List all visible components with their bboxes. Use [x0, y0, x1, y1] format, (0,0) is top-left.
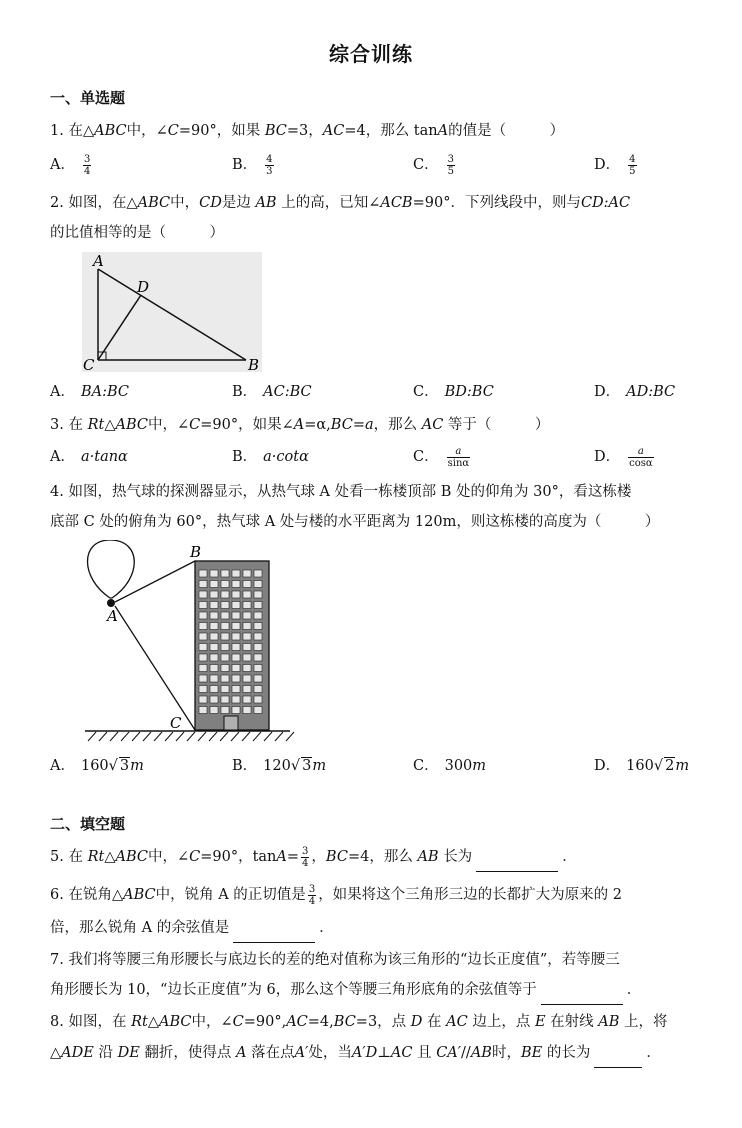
building-window [210, 707, 218, 714]
label-a: A [93, 252, 104, 270]
option-d[interactable]: D． $\frac{a}{\cos\alpha}$ [594, 445, 653, 469]
option-a[interactable]: A． BA:BC [50, 384, 130, 400]
question-3: 3. 在 Rt△ABC中，∠C=90°，如果∠A=α,BC=a，那么 AC 等于（ ） [50, 417, 550, 433]
building-window [254, 612, 262, 619]
option-d[interactable]: D． 160√ 2m [594, 758, 690, 774]
section-heading-single-choice: 一、单选题 [50, 89, 126, 107]
building-window [232, 707, 240, 714]
question-4-line-2: 底部 C 处的俯角为 60°，热气球 A 处与楼的水平距离为 120m，则这栋楼的高度为（ ） [50, 514, 660, 530]
building-window [232, 581, 240, 588]
question-1-options [50, 150, 690, 180]
building-door [224, 716, 238, 730]
building-window [232, 686, 240, 693]
answer-blank[interactable] [476, 853, 558, 872]
line-of-sight-ac [115, 606, 195, 730]
hatch-line [99, 732, 107, 741]
building-window [199, 675, 207, 682]
question-7: 7. 我们将等腰三角形腰长与底边长的差的绝对值称为该三角形的“边长正度值”，若等腰三 [50, 952, 620, 968]
building-window [199, 602, 207, 609]
label-b: B [248, 356, 260, 372]
triangle-figure [82, 252, 262, 372]
building-window [221, 570, 229, 577]
hatch-line [165, 732, 173, 741]
building-window [232, 696, 240, 703]
hatch-line [198, 732, 206, 741]
question-2-line-2: 的比值相等的是（ ） [50, 225, 224, 241]
building-window [199, 591, 207, 598]
question-6: 6. 在锐角△ABC中，锐角 A 的正切值是 $\frac{3}{4}$ ，如果将这个三角形三边的长都扩大为原来的 2 [50, 883, 623, 907]
building-window [210, 581, 218, 588]
building-window [210, 633, 218, 640]
building-window [254, 707, 262, 714]
building-window [232, 675, 240, 682]
building-window [221, 633, 229, 640]
question-5: 5. 在 Rt△ABC中，∠C=90°，tanA= $\frac{3}{4}$ ，BC=4，那么 AB 长为 ． [50, 842, 680, 872]
building-window [243, 675, 251, 682]
building-window [243, 696, 251, 703]
option-b[interactable]: B． a·cotα [232, 449, 309, 465]
building-window [243, 591, 251, 598]
building-window [210, 570, 218, 577]
building-window [210, 602, 218, 609]
building-window [199, 612, 207, 619]
question-2-options [50, 377, 690, 407]
question-3-options [50, 442, 690, 472]
hatch-line [231, 732, 239, 741]
ground-hatching [88, 732, 294, 741]
building-window [210, 665, 218, 672]
building-window [199, 623, 207, 630]
hatch-line [220, 732, 228, 741]
option-b[interactable]: B． AC:BC [232, 384, 312, 400]
building-window [199, 696, 207, 703]
building-window [221, 696, 229, 703]
hatch-line [154, 732, 162, 741]
building-window [243, 623, 251, 630]
hatch-line [275, 732, 283, 741]
building-window [221, 623, 229, 630]
building-window [210, 696, 218, 703]
building-window [199, 707, 207, 714]
building-window [199, 654, 207, 661]
question-7-line-2: 角形腰长为 10，“边长正度值”为 6，那么这个等腰三角形底角的余弦值等于 ． [50, 975, 680, 1005]
building-window [221, 686, 229, 693]
hatch-line [286, 732, 294, 741]
label-a: A [107, 607, 118, 625]
option-a[interactable]: A． 160√ 3m [50, 758, 144, 774]
building-window [221, 654, 229, 661]
building-window [254, 633, 262, 640]
building-window [221, 644, 229, 651]
option-c[interactable]: C． $\frac{a}{\sin\alpha}$ [413, 445, 470, 469]
answer-blank[interactable] [233, 924, 315, 943]
option-a[interactable]: A． $\frac{3}{4}$ [50, 153, 91, 177]
building-window [210, 612, 218, 619]
question-8-line-2: △ADE 沿 DE 翻折，使得点 A 落在点A′处，当A′D⊥AC 且 CA′//AB时，BE 的长为 ． [50, 1038, 680, 1068]
option-c[interactable]: C． 300m [413, 758, 487, 774]
hatch-line [110, 732, 118, 741]
option-d[interactable]: D． AD:BC [594, 384, 676, 400]
building-window [243, 581, 251, 588]
answer-blank[interactable] [541, 986, 623, 1005]
building-window [199, 644, 207, 651]
building-window [254, 665, 262, 672]
label-c: C [170, 714, 182, 732]
question-6-line-2: 倍，那么锐角 A 的余弦值是 ． [50, 913, 680, 943]
question-2: 2. 如图，在△ABC中，CD是边 AB 上的高，已知∠ACB=90°．下列线段中，则与CD:AC [50, 195, 631, 211]
label-c: C [83, 356, 95, 372]
building-window [221, 581, 229, 588]
building-window [243, 654, 251, 661]
building-window [210, 623, 218, 630]
building-window [199, 686, 207, 693]
question-4: 4. 如图，热气球的探测器显示，从热气球 A 处看一栋楼顶部 B 处的仰角为 30°，看这栋楼 [50, 484, 632, 500]
building-window [199, 570, 207, 577]
hatch-line [253, 732, 261, 741]
option-b[interactable]: B． 120√ 3m [232, 758, 327, 774]
building-window [210, 591, 218, 598]
building-window [232, 612, 240, 619]
building-window [199, 665, 207, 672]
building-window [243, 707, 251, 714]
hatch-line [132, 732, 140, 741]
hatch-line [209, 732, 217, 741]
balloon-basket [107, 599, 115, 607]
option-c[interactable]: C． $\frac{3}{5}$ [413, 153, 454, 177]
hatch-line [143, 732, 151, 741]
building-window [254, 581, 262, 588]
answer-blank[interactable] [594, 1049, 642, 1068]
building-window [232, 623, 240, 630]
balloon-envelope [88, 540, 135, 598]
building-window [243, 612, 251, 619]
building-window [254, 686, 262, 693]
building-window [232, 602, 240, 609]
label-d: D [137, 278, 150, 296]
building-window [254, 570, 262, 577]
building-window [254, 623, 262, 630]
building-window [243, 570, 251, 577]
hatch-line [88, 732, 96, 741]
building-window [210, 654, 218, 661]
option-b[interactable]: B． $\frac{4}{3}$ [232, 153, 273, 177]
building-window [210, 686, 218, 693]
hatch-line [121, 732, 129, 741]
hatch-line [187, 732, 195, 741]
building-window [243, 665, 251, 672]
building-window [221, 707, 229, 714]
option-c[interactable]: C． BD:BC [413, 384, 494, 400]
building-window [221, 665, 229, 672]
building-window [221, 612, 229, 619]
building-window [232, 591, 240, 598]
building-window [243, 686, 251, 693]
building-window [210, 675, 218, 682]
question-8: 8. 如图，在 Rt△ABC中，∠C=90°,AC=4,BC=3，点 D 在 AC 边上，点 E 在射线 AB 上，将 [50, 1014, 668, 1030]
label-b: B [190, 543, 202, 561]
building-window [210, 644, 218, 651]
building-window [254, 602, 262, 609]
building-window [221, 675, 229, 682]
hatch-line [242, 732, 250, 741]
building-window [243, 602, 251, 609]
building-window [243, 644, 251, 651]
building-window [232, 654, 240, 661]
option-a[interactable]: A． a·tanα [50, 449, 128, 465]
building-window [243, 633, 251, 640]
building-window [254, 696, 262, 703]
building-window [232, 633, 240, 640]
building-window [232, 570, 240, 577]
balloon-building-figure [80, 540, 295, 745]
question-4-options [50, 751, 690, 781]
building-window [221, 602, 229, 609]
building-window [199, 581, 207, 588]
question-1: 1. 在△ABC中，∠C=90°，如果 BC=3，AC=4，那么 tanA的值是（ ） [50, 123, 565, 139]
hatch-line [264, 732, 272, 741]
building-window [221, 591, 229, 598]
building-window [254, 591, 262, 598]
building-window [232, 665, 240, 672]
hatch-line [176, 732, 184, 741]
line-of-sight-ab [115, 561, 195, 602]
section-heading-fill-in: 二、填空题 [50, 815, 126, 833]
building-window [254, 644, 262, 651]
building-window [254, 675, 262, 682]
page-title: 综合训练 [329, 42, 413, 66]
building-window [232, 644, 240, 651]
building-window [199, 633, 207, 640]
building-window [254, 654, 262, 661]
option-d[interactable]: D． $\frac{4}{5}$ [594, 153, 636, 177]
